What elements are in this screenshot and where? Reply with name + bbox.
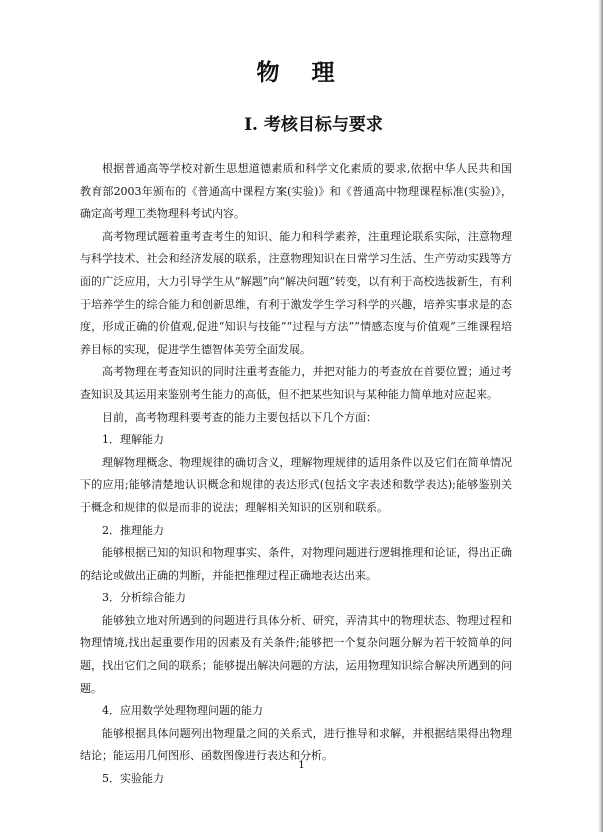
intro-paragraph: 根据普通高等学校对新生思想道德素质和科学文化素质的要求,依据中华人民共和国教育部2003年颁布的《普通高中课程方案(实验)》和《普通高中物理课程标准(实验)》，确定高考理工类物理科考试内容。	[80, 162, 512, 221]
page-number: 1	[298, 760, 305, 771]
ability-heading-reasoning: 2．推理能力	[102, 523, 164, 537]
document-body	[80, 158, 512, 791]
page-title: 物 理	[256, 59, 347, 86]
ability-text-reasoning: 能够根据已知的知识和物理事实、条件，对物理问题进行逻辑推理和论证，得出正确的结论或做出正确的判断，并能把推理过程正确地表达出来。	[80, 546, 512, 582]
knowledge-ability-paragraph: 高考物理在考查知识的同时注重考查能力，并把对能力的考查放在首要位置；通过考查知识及其运用来鉴别考生能力的高低，但不把某些知识与某种能力简单地对应起来。	[80, 365, 512, 401]
ability-text-math: 能够根据具体问题列出物理量之间的关系式，进行推导和求解，并根据结果得出物理结论；能运用几何图形、函数图像进行表达和分析。	[80, 726, 512, 763]
ability-text-understanding: 理解物理概念、物理规律的确切含义，理解物理规律的适用条件以及它们在简单情况下的应用;能够清楚地认识概念和规律的表达形式(包括文字表述和数学表达);能够鉴别关于概念和规律的似是而非的说法；理解相关知识的区别和联系。	[80, 455, 512, 514]
ability-text-analysis: 能够独立地对所遇到的问题进行具体分析、研究，弄清其中的物理状态、物理过程和物理情境,找出起重要作用的因素及有关条件;能够把一个复杂问题分解为若干较简单的问题，找出它们之间的联系；能够提出解决问题的方法，运用物理知识综合解决所遇到的问题。	[80, 613, 512, 695]
ability-heading-experiment: 5．实验能力	[102, 772, 164, 786]
page-edge-shadow	[598, 0, 603, 832]
focus-paragraph: 高考物理试题着重考查考生的知识、能力和科学素养，注重理论联系实际，注意物理与科学技术、社会和经济发展的联系，注意物理知识在日常学习生活、生产劳动实践等方面的广泛应用，大力引导学生从“解题”向“解决问题”转变，以有利于高校选拔新生，有利于培养学生的综合能力和创新思维，有利于激发学生学习科学的兴趣，培养实事求是的态度，形成正确的价值观,促进“知识与技能”“过程与方法”“情感态度与价值观”三维课程培养目标的实现，促进学生德智体美劳全面发展。	[80, 229, 512, 356]
section-heading: Ⅰ. 考核目标与要求	[244, 115, 383, 135]
ability-heading-math: 4．应用数学处理物理问题的能力	[102, 704, 263, 718]
ability-list-intro: 目前，高考物理科要考查的能力主要包括以下几个方面：	[102, 410, 377, 424]
ability-heading-analysis: 3．分析综合能力	[102, 591, 186, 605]
ability-heading-understanding: 1．理解能力	[102, 433, 164, 447]
